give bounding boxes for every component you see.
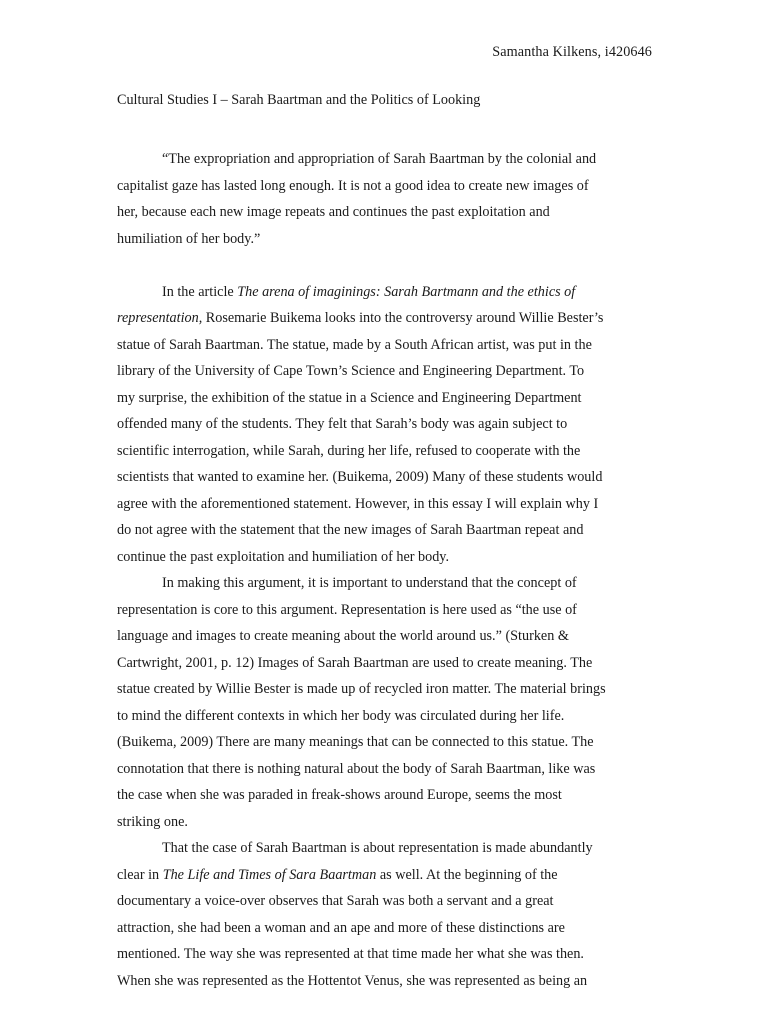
paragraph-line [117,279,637,306]
text-run: as well. At the beginning of the [376,866,558,883]
text-run: In the article [162,283,238,300]
quote-line: capitalist gaze has lasted long enough. It is not a good idea to create new images of [117,177,589,194]
paragraph-line: to mind the different contexts in which her body was circulated during her life. [117,707,565,724]
paragraph-line: Cartwright, 2001, p. 12) Images of Sarah Baartman are used to create meaning. The [117,654,593,671]
essay-heading: Cultural Studies I – Sarah Baartman and the Politics of Looking [117,92,481,108]
essay-body [117,146,637,994]
paragraph-line: When she was represented as the Hottentot Venus, she was represented as being an [117,972,588,989]
paragraph-1 [117,279,637,571]
text-run: Rosemarie Buikema looks into the controversy around Willie Bester’s [202,310,604,326]
opening-quote [117,146,637,252]
paragraph-line: documentary a voice-over observes that Sarah was both a servant and a great [117,893,554,909]
paragraph-line: statue created by Willie Bester is made up of recycled iron matter. The material brings [117,681,606,697]
paragraph-line: striking one. [117,813,188,830]
paragraph-line: (Buikema, 2009) There are many meanings that can be connected to this statue. The [117,734,594,750]
paragraph-line: agree with the aforementioned statement. However, in this essay I will explain why I [117,495,599,512]
paragraph-line: That the case of Sarah Baartman is about representation is made abundantly [162,840,593,856]
paragraph-line: statue of Sarah Baartman. The statue, made by a South African artist, was put in the [117,336,592,353]
paragraph-line: connotation that there is nothing natural about the body of Sarah Baartman, like was [117,760,596,777]
paragraph-line [117,862,637,889]
paragraph-line: representation is core to this argument. Representation is here used as “the use of [117,601,577,618]
quote-line: humiliation of her body.” [117,230,261,247]
paragraph-line: do not agree with the statement that the new images of Sarah Baartman repeat and [117,522,584,538]
paragraph-line: scientific interrogation, while Sarah, during her life, refused to cooperate with the [117,442,581,459]
article-title-text: representation, [117,310,203,326]
paragraph-line: scientists that wanted to examine her. (Buikema, 2009) Many of these students would [117,469,603,485]
paragraph-line: my surprise, the exhibition of the statue in a Science and Engineering Department [117,389,582,406]
paragraph-line: language and images to create meaning about the world around us.” (Sturken & [117,628,569,644]
quote-line: “The expropriation and appropriation of Sarah Baartman by the colonial and [162,151,597,167]
paragraph-line [117,305,637,332]
author-line: Samantha Kilkens, i420646 [492,44,652,60]
paragraph-line: mentioned. The way she was represented at that time made her what she was then. [117,946,584,962]
paragraph-gap [117,252,637,279]
paragraph-line: offended many of the students. They felt that Sarah’s body was again subject to [117,416,568,432]
paragraph-line: the case when she was paraded in freak-shows around Europe, seems the most [117,787,562,803]
documentary-title-text: The Life and Times of Sara Baartman [162,866,377,883]
paragraph-line: In making this argument, it is important to understand that the concept of [162,575,577,591]
text-run: clear in [117,866,163,883]
paragraph-2 [117,570,637,835]
article-title-text: The arena of imaginings: Sarah Bartmann and the ethics of [237,283,576,300]
quote-line: her, because each new image repeats and continues the past exploitation and [117,204,550,220]
paragraph-line: attraction, she had been a woman and an ape and more of these distinctions are [117,919,565,936]
paragraph-line: library of the University of Cape Town’s Science and Engineering Department. To [117,363,585,379]
paragraph-line: continue the past exploitation and humiliation of her body. [117,548,450,565]
paragraph-3 [117,835,637,994]
